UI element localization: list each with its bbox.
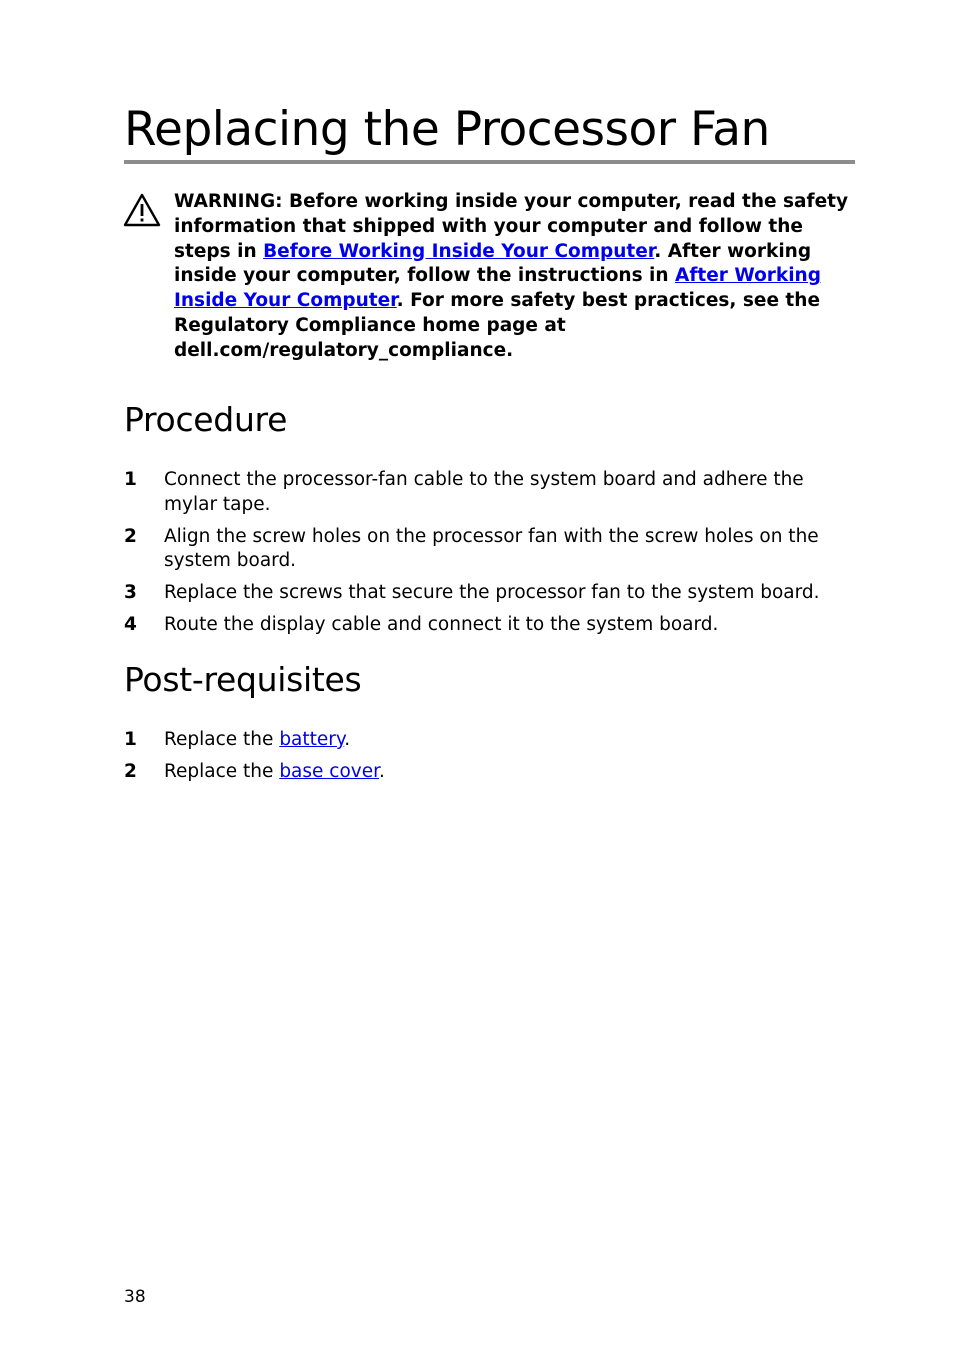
title-divider [124,160,855,164]
warning-triangle-icon [123,193,161,227]
page-number: 38 [124,1287,146,1307]
procedure-step [124,468,844,518]
step-number: 2 [124,525,137,547]
warning-text-part: WARNING: Before working inside your computer, read the safety information that shipped with your computer and follow the steps in [174,191,849,262]
base-cover-link[interactable]: base cover [279,760,380,782]
procedure-step [124,525,844,575]
step-text: Route the display cable and connect it to the system board. [164,613,719,635]
battery-link[interactable]: battery [279,729,345,750]
step-number: 1 [124,469,137,490]
step-text-prefix: Replace the [164,729,280,750]
procedure-heading: Procedure [124,400,288,439]
step-text: Align the screw holes on the processor fan with the screw holes on the system board. [164,525,819,572]
before-working-inside-link[interactable]: Before Working Inside Your Computer [263,240,655,262]
procedure-steps [124,468,844,645]
warning-text-part: . After working inside your computer, follow the instructions in [174,240,812,287]
post-requisite-step [124,760,844,785]
step-text: Replace the screws that secure the processor fan to the system board. [164,582,820,604]
step-text: Connect the processor-fan cable to the system board and adhere the mylar tape. [164,469,804,515]
step-number: 3 [124,582,137,604]
procedure-step [124,613,844,638]
step-number: 2 [124,760,137,782]
step-text-suffix: . [344,729,351,750]
post-requisite-step [124,728,844,753]
step-text-suffix: . [379,760,385,782]
warning-message [174,190,864,364]
warning-text-part: . For more safety best practices, see the Regulatory Compliance home page at dell.com/regulatory_compliance. [174,290,820,361]
step-text-prefix: Replace the [164,760,280,782]
step-number: 1 [124,729,137,750]
page-title: Replacing the Processor Fan [124,102,770,157]
after-working-inside-link[interactable]: After Working Inside Your Computer [174,265,821,312]
procedure-step [124,581,844,606]
step-number: 4 [124,613,137,635]
post-requisites-steps [124,728,844,792]
post-requisites-heading: Post-requisites [124,660,362,699]
